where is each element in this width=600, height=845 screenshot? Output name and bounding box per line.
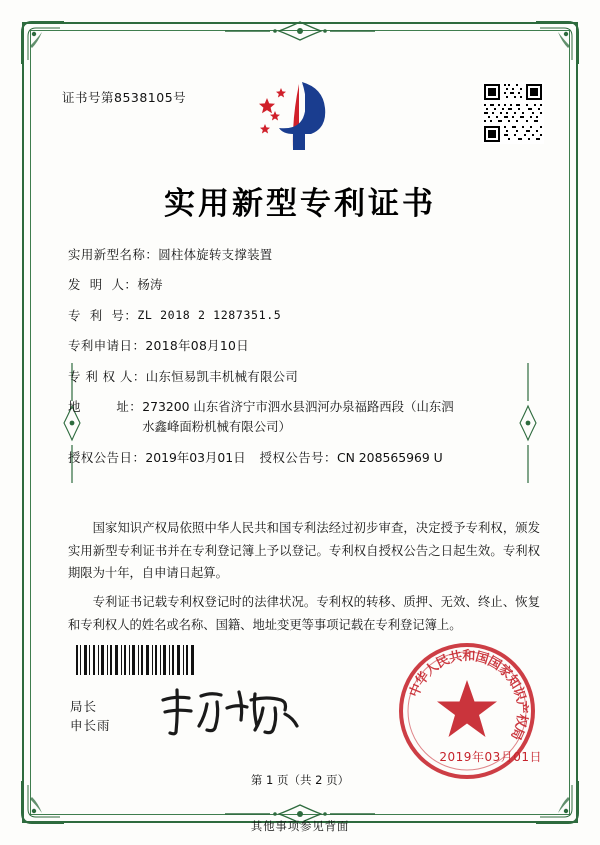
address-value-wrap (142, 398, 540, 436)
field-value: 杨涛 (137, 277, 163, 293)
barcode (76, 645, 194, 675)
svg-text:国: 国 (473, 649, 491, 668)
field-patentee (68, 368, 540, 386)
page-number: 第 1 页（共 2 页） (250, 773, 350, 787)
field-label: 专利申请日： (68, 338, 146, 354)
field-label: 授权公告日： (68, 449, 146, 465)
field-inventor (68, 276, 540, 294)
svg-text:知: 知 (503, 672, 524, 692)
svg-text:共: 共 (447, 649, 464, 667)
certificate-number: 证书号第8538105号 (62, 90, 187, 105)
field-value: 山东恒易凯丰机械有限公司 (145, 368, 299, 384)
svg-text:华: 华 (413, 669, 433, 689)
paragraph: 国家知识产权局依照中华人民共和国专利法经过初步审查，决定授予专利权，颁发实用新型专利证书并在专利登记簿上予以登记。专利权自授权公告之日起生效。专利权期限为十年，自申请日起算。 (68, 521, 540, 581)
cnipa-logo-icon (253, 78, 348, 156)
field-value: ZL 2018 2 1287351.5 (137, 307, 282, 322)
svg-text:和: 和 (462, 648, 476, 665)
field-patent-number (68, 307, 540, 325)
field-value-secondary: CN 208565969 U (336, 449, 443, 465)
page-title: 实用新型专利证书 (164, 186, 436, 222)
field-label-secondary: 授权公告号： (259, 449, 337, 465)
corner-ornament-icon (534, 20, 580, 66)
svg-text:产: 产 (513, 700, 530, 715)
address-line-2: 水鑫峰面粉机械有限公司） (142, 419, 291, 435)
signature-title: 局长 (70, 699, 98, 714)
legal-text (68, 517, 540, 643)
handwritten-signature (155, 686, 305, 738)
field-label: 地 址： (68, 399, 143, 415)
signature-name: 申长雨 (70, 718, 111, 734)
field-address (68, 398, 540, 436)
svg-text:局: 局 (507, 724, 527, 743)
paragraph: 专利证书记载专利权登记时的法律状况。专利权的转移、质押、无效、终止、恢复和专利权人的姓名或名称、国籍、地址变更等事项记载在专利登记簿上。 (68, 595, 540, 632)
svg-text:家: 家 (494, 661, 515, 682)
field-value: 圆柱体旋转支撑装置 (158, 247, 273, 262)
footnote: 其他事项参见背面 (250, 819, 350, 833)
svg-text:识: 识 (509, 685, 528, 703)
svg-text:人: 人 (422, 659, 442, 680)
field-utility-model-name (68, 246, 540, 264)
field-application-date (68, 337, 540, 355)
address-line-1: 273200 山东省济宁市泗水县泗河办泉福路西段（山东泗 (142, 399, 454, 415)
field-grant-info (68, 449, 540, 467)
svg-text:国: 国 (484, 654, 504, 674)
svg-text:民: 民 (433, 652, 453, 672)
corner-ornament-icon (20, 20, 66, 66)
field-value: 2019年03月01日 (145, 449, 246, 465)
svg-text:权: 权 (512, 712, 530, 729)
svg-text:中: 中 (407, 681, 426, 700)
field-label: 专 利 号： (68, 307, 138, 323)
field-list (68, 246, 540, 479)
field-label: 专 利 权 人： (68, 368, 146, 384)
seal-date: 2019年03月01日 (439, 750, 542, 764)
field-label: 实用新型名称： (68, 247, 159, 262)
edge-ornament-icon (225, 18, 375, 48)
signature-label (70, 697, 111, 736)
field-value: 2018年08月10日 (145, 338, 249, 354)
field-label: 发 明 人： (68, 277, 138, 293)
qr-code (482, 82, 544, 144)
